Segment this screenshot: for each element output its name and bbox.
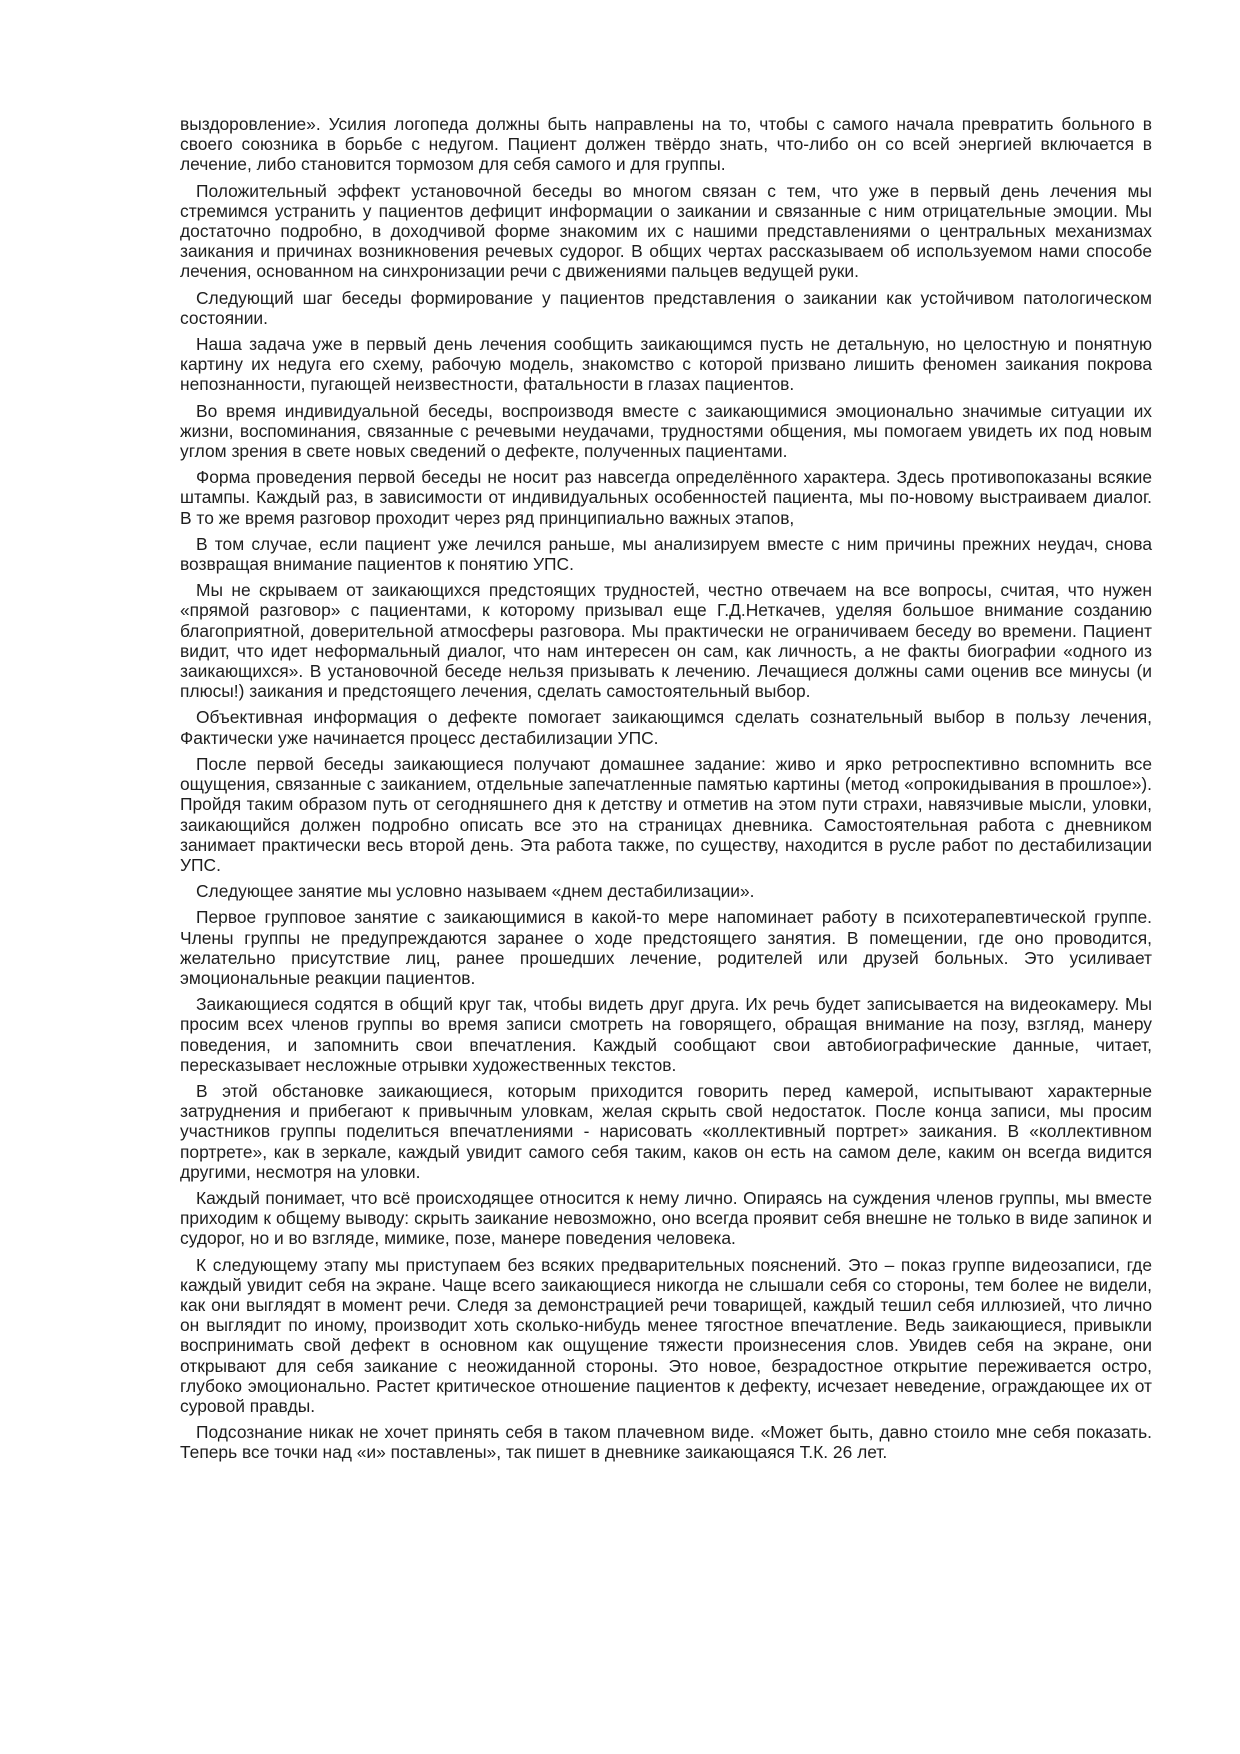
paragraph-5: Во время индивидуальной беседы, воспроизводя вместе с заикающимися эмоционально значимые ситуации их жизни, воспоминания, связанные с речевыми неудачами, трудностями общения, мы помогаем увидеть их под новым углом зрения в свете новых сведений о дефекте, полученных пациентами.	[180, 400, 1152, 462]
paragraph-3: Следующий шаг беседы формирование у пациентов представления о заикании как устойчивом патологическом состоянии.	[180, 287, 1152, 328]
paragraph-8: Мы не скрываем от заикающихся предстоящих трудностей, честно отвечаем на все вопросы, считая, что нужен «прямой разговор» с пациентами, к которому призывал еще Г.Д.Неткачев, уделяя большое внимание созданию благоприятной, доверительной атмосферы разговора. Мы практически не ограничиваем беседу во времени. Пациент видит, что идет неформальный диалог, что нам интересен он сам, как личность, а не факты биографии «одного из заикающихся». В установочной беседе нельзя призывать к лечению. Лечащиеся должны сами оценив все минусы (и плюсы!) заикания и предстоящего лечения, сделать самостоятельный выбор.	[180, 580, 1152, 702]
paragraph-2: Положительный эффект установочной беседы во многом связан с тем, что уже в первый день лечения мы стремимся устранить у пациентов дефицит информации о заикании и связанные с ним отрицательные эмоции. Мы достаточно подробно, в доходчивой форме знакомим их с нашими представлениями о центральных механизмах заикания и причинах возникновения речевых судорог. В общих чертах рассказываем об используемом нами способе лечения, основанном на синхронизации речи с движениями пальцев ведущей руки.	[180, 180, 1152, 282]
paragraph-17: Подсознание никак не хочет принять себя в таком плачевном виде. «Может быть, давно стоило мне себя показать. Теперь все точки над «и» поставлены», так пишет в дневнике заикающаяся Т.К. 26 лет.	[180, 1422, 1152, 1463]
paragraph-1: выздоровление». Усилия логопеда должны быть направлены на то, чтобы с самого начала превратить больного в своего союзника в борьбе с недугом. Пациент должен твёрдо знать, что-либо он со всей энергией включается в лечение, либо становится тормозом для себя самого и для группы.	[180, 114, 1152, 175]
paragraph-4: Наша задача уже в первый день лечения сообщить заикающимся пусть не детальную, но целостную и понятную картину их недуга его схему, рабочую модель, знакомство с которой призвано лишить феномен заикания покрова непознанности, пугающей неизвестности, фатальности в глазах пациентов.	[180, 334, 1152, 395]
paragraph-11: Следующее занятие мы условно называем «днем дестабилизации».	[196, 881, 755, 902]
paragraph-6: Форма проведения первой беседы не носит раз навсегда определённого характера. Здесь противопоказаны всякие штампы. Каждый раз, в зависимости от индивидуальных особенностей пациента, мы по-новому выстраиваем диалог. В то же время разговор проходит через ряд принципиально важных этапов,	[180, 467, 1152, 528]
paragraph-16: К следующему этапу мы приступаем без всяких предварительных пояснений. Это – показ группе видеозаписи, где каждый увидит себя на экране. Чаще всего заикающиеся никогда не слышали себя со стороны, тем более не видели, как они выглядят в момент речи. Следя за демонстрацией речи товарищей, каждый тешил себя иллюзией, что лично он выглядит по иному, производит хоть сколько-нибудь менее тягостное впечатление. Ведь заикающиеся, привыкли воспринимать свой дефект в основном как ощущение тяжести произнесения слов. Увидев себя на экране, они открывают для себя заикание с неожиданной стороны. Это новое, безрадостное открытие переживается остро, глубоко эмоционально. Растет критическое отношение пациентов к дефекту, исчезает неведение, ограждающее их от суровой правды.	[180, 1254, 1152, 1416]
paragraph-9: Объективная информация о дефекте помогает заикающимся сделать сознательный выбор в пользу лечения, Фактически уже начинается процесс дестабилизации УПС.	[180, 707, 1152, 748]
paragraph-15: Каждый понимает, что всё происходящее относится к нему лично. Опираясь на суждения членов группы, мы вместе приходим к общему выводу: скрыть заикание невозможно, оно всегда проявит себя внешне не только в виде запинок и судорог, но и во взгляде, мимике, позе, манере поведения человека.	[180, 1187, 1152, 1249]
paragraph-12: Первое групповое занятие с заикающимися в какой-то мере напоминает работу в психотерапевтической группе. Члены группы не предупреждаются заранее о ходе предстоящего занятия. В помещении, где оно проводится, желательно присутствие лиц, ранее прошедших лечение, родителей или друзей больных. Это усиливает эмоциональные реакции пациентов.	[180, 907, 1152, 988]
paragraph-13: Заикающиеся содятся в общий круг так, чтобы видеть друг друга. Их речь будет записывается на видеокамеру. Мы просим всех членов группы во время записи смотреть на говорящего, обращая внимание на позу, взгляд, манеру поведения, и запомнить свои впечатления. Каждый сообщают свои автобиографические данные, читает, пересказывает несложные отрывки художественных текстов.	[180, 994, 1152, 1075]
paragraph-10: После первой беседы заикающиеся получают домашнее задание: живо и ярко ретроспективно вспомнить все ощущения, связанные с заиканием, отдельные запечатленные памятью картины (метод «опрокидывания в прошлое»). Пройдя таким образом путь от сегодняшнего дня к детству и отметив на этом пути страхи, навязчивые мысли, уловки, заикающийся должен подробно описать все это на страницах дневника. Самостоятельная работа с дневником занимает практически весь второй день. Эта работа также, по существу, находится в русле работ по дестабилизации УПС.	[180, 753, 1152, 875]
paragraph-14: В этой обстановке заикающиеся, которым приходится говорить перед камерой, испытывают характерные затруднения и прибегают к привычным уловкам, желая скрыть свой недостаток. После конца записи, мы просим участников группы поделиться впечатлениями - нарисовать «коллективный портрет» заикания. В «коллективном портрете», как в зеркале, каждый увидит самого себя таким, каков он есть на самом деле, каким он всегда видится другими, несмотря на уловки.	[180, 1080, 1152, 1182]
paragraph-7: В том случае, если пациент уже лечился раньше, мы анализируем вместе с ним причины прежних неудач, снова возвращая внимание пациентов к понятию УПС.	[180, 533, 1152, 575]
document-page	[180, 114, 1152, 1469]
